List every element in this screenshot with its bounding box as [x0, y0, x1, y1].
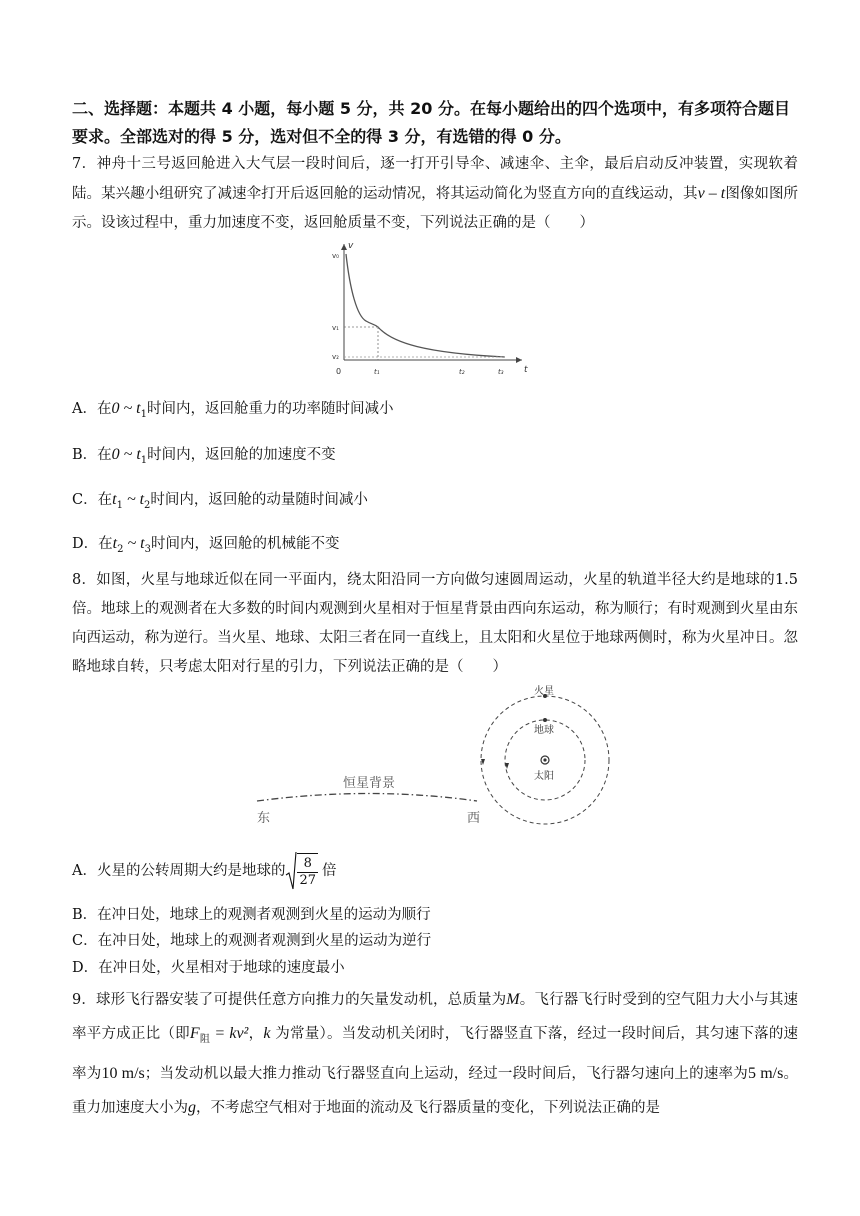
east-label: 东 — [257, 811, 271, 826]
v1-label: v₁ — [332, 324, 339, 332]
west-label: 西 — [467, 811, 481, 826]
origin-label: 0 — [336, 367, 342, 376]
t1-label: t₁ — [374, 368, 380, 376]
orbit-diagram — [245, 683, 615, 833]
q7-option-c[interactable]: C．在$t_1$ ~ $t_2$时间内，返回舱的动量随时间减小 — [72, 491, 368, 511]
earth-dot — [543, 718, 547, 722]
t-axis-arrow — [516, 357, 522, 363]
v-axis-arrow — [341, 244, 347, 250]
star-background-arc — [257, 794, 477, 802]
question-9-stem: 9．球形飞行器安装了可提供任意方向推力的矢量发动机，总质量为M。飞行器飞行时受到的空气阻力大小与其速率平方成正比（即$F_阻 = kv^2$，k 为常量）。当发动机关闭时，飞行器竖直下落，经过一段时间后，其匀速下落的速率为10 m/s；当发动机以最大推力推动飞行器竖直向上运动，经过一段时间后，飞行器匀速向上的速率为5 m/s。重力加速度大小为g，不考虑空气相对于地面的流动及飞行器质量的变化，下列说法正确的是 — [72, 991, 799, 1116]
t2-label: t₂ — [459, 368, 465, 376]
q7-stem-math: v – t — [697, 185, 726, 202]
q8-option-b[interactable]: B．在冲日处，地球上的观测者观测到火星的运动为顺行 — [72, 907, 431, 923]
q8-option-d[interactable]: D．在冲日处，火星相对于地球的速度最小 — [72, 960, 345, 976]
q7-stem-part1: 7．神舟十三号返回舱进入大气层一段时间后，逐一打开引导伞、减速伞、主伞，最后启动反冲装置，实现软着陆。某兴趣小组研究了减速伞打开后返回舱的运动情况，将其运动简化为竖直方向的直线运动，其 — [72, 156, 798, 202]
vt-graph — [330, 240, 530, 385]
question-7-stem — [72, 150, 798, 238]
radical-sign-icon — [285, 851, 297, 891]
question-8-stem: 8．如图，火星与地球近似在同一平面内，绕太阳沿同一方向做匀速圆周运动，火星的轨道半径大约是地球的1.5 倍。地球上的观测者在大多数的时间内观测到火星相对于恒星背景由西向东运动，称为顺行；有时观测到火星由东向西运动，称为逆行。当火星、地球、太阳三者在同一直线上，且太阳和火星位于地球两侧时，称为火星冲日。忽略地球自转，只考虑太阳对行星的引力，下列说法正确的是（ ） — [72, 572, 798, 675]
sun-label: 太阳 — [534, 771, 554, 782]
earth-label: 地球 — [534, 725, 554, 736]
star-background-label: 恒星背景 — [343, 776, 396, 791]
q8-option-a[interactable]: A．火星的公转周期大约是地球的 $\frac{8}{27}$ 倍 — [72, 851, 337, 891]
section-header: 二、选择题：本题共 4 小题，每小题 5 分，共 20 分。在每小题给出的四个选项中，有多项符合题目要求。全部选对的得 5 分，选对但不全的得 3 分，有选错的得 0 分。 — [72, 99, 790, 146]
v0-label: v₀ — [332, 252, 339, 260]
t-axis-label: t — [524, 365, 528, 375]
v-axis-label: v — [348, 241, 354, 251]
mars-label: 火星 — [534, 686, 554, 697]
q7-stem-part2: 图像如图所示。设该过程中，重力加速度不变，返回舱质量不变，下列说法正确的是（ ） — [72, 186, 799, 231]
q7-option-b[interactable]: B．在0 ~ $t_1$时间内，返回舱的加速度不变 — [72, 446, 336, 466]
q7-option-a[interactable]: A．在0 ~ $t_1$时间内，返回舱重力的功率随时间减小 — [72, 400, 394, 420]
q7-option-d[interactable]: D．在$t_2$ ~ $t_3$时间内，返回舱的机械能不变 — [72, 535, 340, 555]
t3-label: t₃ — [498, 368, 504, 376]
sqrt-fraction: $\frac{8}{27}$ — [285, 851, 318, 891]
q8-option-c[interactable]: C．在冲日处，地球上的观测者观测到火星的运动为逆行 — [72, 933, 432, 949]
v2-label: v₂ — [332, 353, 339, 361]
velocity-curve — [346, 254, 505, 357]
